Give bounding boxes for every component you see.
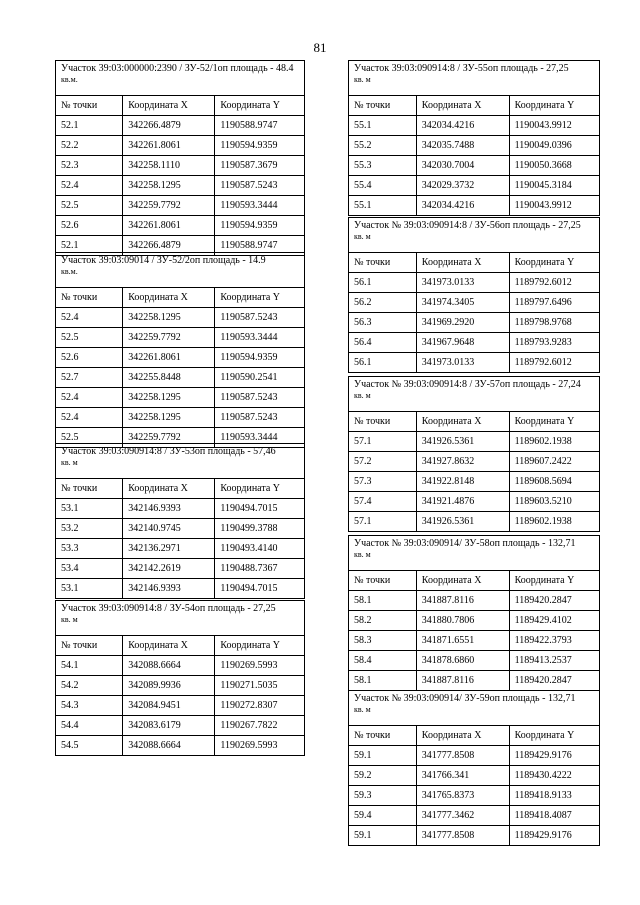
coordinate-y: 1190587.5243	[215, 176, 305, 196]
coordinate-y: 1189607.2422	[509, 452, 599, 472]
table-row	[349, 432, 600, 452]
table-title	[349, 61, 600, 96]
point-number: 55.4	[349, 176, 417, 196]
table-row	[349, 492, 600, 512]
point-number: 58.2	[349, 611, 417, 631]
point-number: 52.2	[56, 136, 123, 156]
column-header: Координата Y	[509, 726, 599, 746]
coordinate-y: 1189792.6012	[509, 353, 599, 373]
column-header: Координата X	[416, 726, 509, 746]
table-row	[56, 156, 305, 176]
column-header: № точки	[349, 253, 417, 273]
coordinate-y: 1190587.3679	[215, 156, 305, 176]
coordinate-table	[348, 217, 600, 373]
table-row	[56, 676, 305, 696]
coordinate-y: 1190494.7015	[215, 499, 305, 519]
column-header: Координата X	[123, 96, 215, 116]
header-row	[56, 96, 305, 116]
coordinate-x: 342259.7792	[123, 428, 215, 448]
coordinate-x: 341887.8116	[416, 591, 509, 611]
point-number: 58.4	[349, 651, 417, 671]
title-text: Участок № 39:03:090914/ ЗУ-58оп площадь - 132,71	[354, 538, 576, 549]
coordinate-x: 341927.8632	[416, 452, 509, 472]
point-number: 59.2	[349, 766, 417, 786]
coordinate-y: 1189429.9176	[509, 826, 599, 846]
coordinate-x: 342136.2971	[123, 539, 215, 559]
area-unit: кв. м	[354, 391, 371, 400]
point-number: 54.3	[56, 696, 123, 716]
point-number: 58.3	[349, 631, 417, 651]
point-number: 52.1	[56, 116, 123, 136]
table-title	[56, 601, 305, 636]
table-title	[56, 253, 305, 288]
table-row	[56, 196, 305, 216]
area-unit: кв. м	[354, 705, 371, 714]
table-row	[349, 512, 600, 532]
coordinate-x: 341926.5361	[416, 512, 509, 532]
table-row	[349, 273, 600, 293]
table-title-row	[349, 377, 600, 412]
coordinate-x: 342266.4879	[123, 116, 215, 136]
point-number: 53.3	[56, 539, 123, 559]
table-row	[349, 176, 600, 196]
table-row	[349, 746, 600, 766]
table-row	[56, 348, 305, 368]
coordinate-x: 342258.1295	[123, 176, 215, 196]
title-text: Участок 39:03:000000:2390 / ЗУ-52/1оп площадь - 48.4	[61, 63, 294, 74]
table-row	[349, 671, 600, 691]
table-title	[349, 536, 600, 571]
coordinate-x: 341922.8148	[416, 472, 509, 492]
table-row	[56, 696, 305, 716]
coordinate-y: 1190494.7015	[215, 579, 305, 599]
coordinate-x: 341878.6860	[416, 651, 509, 671]
area-unit: кв. м	[354, 550, 371, 559]
coordinate-x: 342258.1295	[123, 388, 215, 408]
coordinate-y: 1189798.9768	[509, 313, 599, 333]
coordinate-y: 1190493.4140	[215, 539, 305, 559]
coordinate-y: 1190590.2541	[215, 368, 305, 388]
point-number: 59.3	[349, 786, 417, 806]
column-header: № точки	[56, 96, 123, 116]
point-number: 59.4	[349, 806, 417, 826]
table-row	[349, 611, 600, 631]
point-number: 52.4	[56, 176, 123, 196]
coordinate-x: 342258.1110	[123, 156, 215, 176]
coordinate-x: 341777.3462	[416, 806, 509, 826]
coordinate-y: 1190049.0396	[509, 136, 599, 156]
table-row	[349, 806, 600, 826]
point-number: 52.7	[56, 368, 123, 388]
table-title-row	[56, 253, 305, 288]
column-header: № точки	[349, 726, 417, 746]
coordinate-y: 1189429.9176	[509, 746, 599, 766]
coordinate-x: 341765.8373	[416, 786, 509, 806]
table-row	[56, 716, 305, 736]
coordinate-y: 1190272.8307	[215, 696, 305, 716]
coordinate-y: 1190594.9359	[215, 348, 305, 368]
column-header: Координата Y	[509, 412, 599, 432]
coordinate-x: 341974.3405	[416, 293, 509, 313]
table-row	[56, 579, 305, 599]
coordinate-table	[55, 443, 305, 599]
area-unit: кв. м	[354, 75, 371, 84]
title-text: Участок № 39:03:090914/ ЗУ-59оп площадь - 132,71	[354, 693, 576, 704]
point-number: 57.1	[349, 432, 417, 452]
table-row	[56, 116, 305, 136]
table-title	[349, 377, 600, 412]
point-number: 55.1	[349, 196, 417, 216]
header-row	[349, 96, 600, 116]
point-number: 53.4	[56, 559, 123, 579]
column-header: № точки	[349, 412, 417, 432]
area-unit: кв. м	[61, 615, 78, 624]
column-header: Координата Y	[509, 253, 599, 273]
coordinate-x: 341973.0133	[416, 353, 509, 373]
header-row	[349, 571, 600, 591]
coordinate-x: 341766.341	[416, 766, 509, 786]
table-title-row	[56, 61, 305, 96]
coordinate-x: 342035.7488	[416, 136, 509, 156]
coordinate-x: 342258.1295	[123, 308, 215, 328]
table-row	[56, 388, 305, 408]
table-row	[56, 539, 305, 559]
table-row	[56, 408, 305, 428]
column-header: Координата X	[416, 412, 509, 432]
coordinate-y: 1190045.3184	[509, 176, 599, 196]
column-header: Координата X	[123, 479, 215, 499]
coordinate-x: 342084.9451	[123, 696, 215, 716]
coordinate-x: 342034.4216	[416, 196, 509, 216]
point-number: 53.1	[56, 499, 123, 519]
table-row	[56, 656, 305, 676]
column-header: Координата Y	[509, 96, 599, 116]
table-row	[349, 333, 600, 353]
column-header: Координата X	[416, 253, 509, 273]
coordinate-y: 1190269.5993	[215, 656, 305, 676]
coordinate-y: 1190588.9747	[215, 236, 305, 256]
point-number: 54.2	[56, 676, 123, 696]
coordinate-y: 1190588.9747	[215, 116, 305, 136]
coordinate-x: 342140.9745	[123, 519, 215, 539]
coordinate-x: 341926.5361	[416, 432, 509, 452]
coordinate-x: 342146.9393	[123, 499, 215, 519]
point-number: 52.6	[56, 216, 123, 236]
coordinate-y: 1190587.5243	[215, 308, 305, 328]
coordinate-y: 1190269.5993	[215, 736, 305, 756]
coordinate-x: 342266.4879	[123, 236, 215, 256]
header-row	[349, 253, 600, 273]
coordinate-y: 1189418.9133	[509, 786, 599, 806]
point-number: 52.5	[56, 428, 123, 448]
coordinate-y: 1189413.2537	[509, 651, 599, 671]
header-row	[56, 479, 305, 499]
coordinate-y: 1190594.9359	[215, 136, 305, 156]
point-number: 58.1	[349, 671, 417, 691]
coordinate-x: 341880.7806	[416, 611, 509, 631]
table-row	[349, 766, 600, 786]
coordinate-y: 1189422.3793	[509, 631, 599, 651]
coordinate-y: 1189797.6496	[509, 293, 599, 313]
table-row	[349, 196, 600, 216]
table-row	[349, 353, 600, 373]
table-title-row	[56, 601, 305, 636]
point-number: 52.4	[56, 408, 123, 428]
coordinate-y: 1190593.3444	[215, 328, 305, 348]
coordinate-x: 341777.8508	[416, 826, 509, 846]
area-unit: кв.м.	[61, 75, 78, 84]
table-row	[349, 826, 600, 846]
point-number: 52.6	[56, 348, 123, 368]
point-number: 57.4	[349, 492, 417, 512]
coordinate-x: 342261.8061	[123, 216, 215, 236]
coordinate-x: 342259.7792	[123, 196, 215, 216]
point-number: 55.3	[349, 156, 417, 176]
column-header: № точки	[56, 288, 123, 308]
header-row	[349, 726, 600, 746]
point-number: 52.5	[56, 328, 123, 348]
point-number: 56.3	[349, 313, 417, 333]
coordinate-y: 1190587.5243	[215, 408, 305, 428]
coordinate-x: 342261.8061	[123, 136, 215, 156]
table-row	[56, 368, 305, 388]
point-number: 53.2	[56, 519, 123, 539]
table-row	[349, 472, 600, 492]
point-number: 54.5	[56, 736, 123, 756]
point-number: 52.4	[56, 388, 123, 408]
coordinate-y: 1189420.2847	[509, 591, 599, 611]
coordinate-x: 342030.7004	[416, 156, 509, 176]
column-header: № точки	[56, 636, 123, 656]
table-title	[349, 218, 600, 253]
coordinate-y: 1189602.1938	[509, 432, 599, 452]
table-row	[349, 293, 600, 313]
coordinate-table	[348, 690, 600, 846]
column-header: Координата X	[416, 96, 509, 116]
table-row	[349, 156, 600, 176]
coordinate-y: 1190593.3444	[215, 428, 305, 448]
table-row	[56, 519, 305, 539]
coordinate-x: 341871.6551	[416, 631, 509, 651]
table-row	[349, 591, 600, 611]
table-title-row	[349, 691, 600, 726]
point-number: 57.3	[349, 472, 417, 492]
coordinate-y: 1189418.4087	[509, 806, 599, 826]
point-number: 59.1	[349, 746, 417, 766]
coordinate-x: 342142.2619	[123, 559, 215, 579]
column-header: Координата Y	[215, 636, 305, 656]
table-title-row	[349, 61, 600, 96]
point-number: 53.1	[56, 579, 123, 599]
table-row	[349, 136, 600, 156]
coordinate-table	[348, 535, 600, 691]
column-header: № точки	[56, 479, 123, 499]
table-title	[349, 691, 600, 726]
point-number: 56.2	[349, 293, 417, 313]
header-row	[56, 636, 305, 656]
coordinate-y: 1190594.9359	[215, 216, 305, 236]
coordinate-y: 1190050.3668	[509, 156, 599, 176]
coordinate-y: 1190267.7822	[215, 716, 305, 736]
table-row	[56, 308, 305, 328]
point-number: 55.1	[349, 116, 417, 136]
table-row	[349, 452, 600, 472]
coordinate-x: 341921.4876	[416, 492, 509, 512]
point-number: 52.1	[56, 236, 123, 256]
title-text: Участок 39:03:09014 / ЗУ-52/2оп площадь - 14.9	[61, 255, 266, 266]
table-row	[349, 631, 600, 651]
point-number: 57.2	[349, 452, 417, 472]
coordinate-x: 342259.7792	[123, 328, 215, 348]
table-row	[56, 176, 305, 196]
coordinate-y: 1190271.5035	[215, 676, 305, 696]
coordinate-x: 342258.1295	[123, 408, 215, 428]
table-title	[56, 444, 305, 479]
table-row	[349, 116, 600, 136]
table-row	[56, 136, 305, 156]
coordinate-y: 1189430.4222	[509, 766, 599, 786]
point-number: 52.5	[56, 196, 123, 216]
column-header: № точки	[349, 96, 417, 116]
coordinate-y: 1190587.5243	[215, 388, 305, 408]
table-row	[349, 651, 600, 671]
area-unit: кв. м	[354, 232, 371, 241]
table-row	[56, 328, 305, 348]
point-number: 54.4	[56, 716, 123, 736]
coordinate-x: 341967.9648	[416, 333, 509, 353]
table-row	[56, 499, 305, 519]
coordinate-table	[55, 252, 305, 448]
coordinate-x: 342083.6179	[123, 716, 215, 736]
coordinate-x: 342029.3732	[416, 176, 509, 196]
table-row	[56, 216, 305, 236]
table-title-row	[349, 536, 600, 571]
coordinate-x: 342261.8061	[123, 348, 215, 368]
area-unit: кв.м.	[61, 267, 78, 276]
coordinate-x: 342089.9936	[123, 676, 215, 696]
title-text: Участок 39:03:090914:8 / ЗУ-55оп площадь - 27,25	[354, 63, 569, 74]
point-number: 58.1	[349, 591, 417, 611]
coordinate-x: 342088.6664	[123, 736, 215, 756]
coordinate-x: 342255.8448	[123, 368, 215, 388]
column-header: Координата Y	[215, 479, 305, 499]
point-number: 52.3	[56, 156, 123, 176]
point-number: 56.1	[349, 273, 417, 293]
table-title-row	[56, 444, 305, 479]
coordinate-y: 1189420.2847	[509, 671, 599, 691]
point-number: 56.1	[349, 353, 417, 373]
column-header: Координата X	[123, 288, 215, 308]
coordinate-y: 1189602.1938	[509, 512, 599, 532]
table-row	[349, 786, 600, 806]
coordinate-table	[55, 600, 305, 756]
point-number: 54.1	[56, 656, 123, 676]
point-number: 57.1	[349, 512, 417, 532]
coordinate-x: 341777.8508	[416, 746, 509, 766]
coordinate-x: 341887.8116	[416, 671, 509, 691]
coordinate-table	[348, 60, 600, 216]
column-header: Координата X	[416, 571, 509, 591]
coordinate-y: 1189429.4102	[509, 611, 599, 631]
coordinate-y: 1189792.6012	[509, 273, 599, 293]
coordinate-y: 1189608.5694	[509, 472, 599, 492]
coordinate-y: 1190499.3788	[215, 519, 305, 539]
header-row	[349, 412, 600, 432]
page-number: 81	[313, 40, 327, 55]
point-number: 59.1	[349, 826, 417, 846]
table-row	[349, 313, 600, 333]
coordinate-x: 341969.2920	[416, 313, 509, 333]
area-unit: кв. м	[61, 458, 78, 467]
coordinate-y: 1190043.9912	[509, 116, 599, 136]
column-header: № точки	[349, 571, 417, 591]
column-header: Координата Y	[215, 288, 305, 308]
coordinate-table	[348, 376, 600, 532]
header-row	[56, 288, 305, 308]
table-row	[56, 559, 305, 579]
coordinate-x: 342034.4216	[416, 116, 509, 136]
coordinate-y: 1189793.9283	[509, 333, 599, 353]
coordinate-table	[55, 60, 305, 256]
column-header: Координата Y	[215, 96, 305, 116]
table-title	[56, 61, 305, 96]
table-row	[56, 736, 305, 756]
coordinate-y: 1189603.5210	[509, 492, 599, 512]
column-header: Координата X	[123, 636, 215, 656]
point-number: 56.4	[349, 333, 417, 353]
title-text: Участок № 39:03:090914:8 / ЗУ-57оп площадь - 27,24	[354, 379, 581, 390]
coordinate-x: 341973.0133	[416, 273, 509, 293]
title-text: Участок 39:03:090914:8 / ЗУ-54оп площадь - 27,25	[61, 603, 276, 614]
coordinate-y: 1190593.3444	[215, 196, 305, 216]
title-text: Участок 39:03:090914:8 / ЗУ-53оп площадь - 57,46	[61, 446, 276, 457]
point-number: 52.4	[56, 308, 123, 328]
title-text: Участок № 39:03:090914:8 / ЗУ-56оп площадь - 27,25	[354, 220, 581, 231]
coordinate-x: 342146.9393	[123, 579, 215, 599]
point-number: 55.2	[349, 136, 417, 156]
coordinate-y: 1190488.7367	[215, 559, 305, 579]
coordinate-y: 1190043.9912	[509, 196, 599, 216]
column-header: Координата Y	[509, 571, 599, 591]
coordinate-x: 342088.6664	[123, 656, 215, 676]
table-title-row	[349, 218, 600, 253]
